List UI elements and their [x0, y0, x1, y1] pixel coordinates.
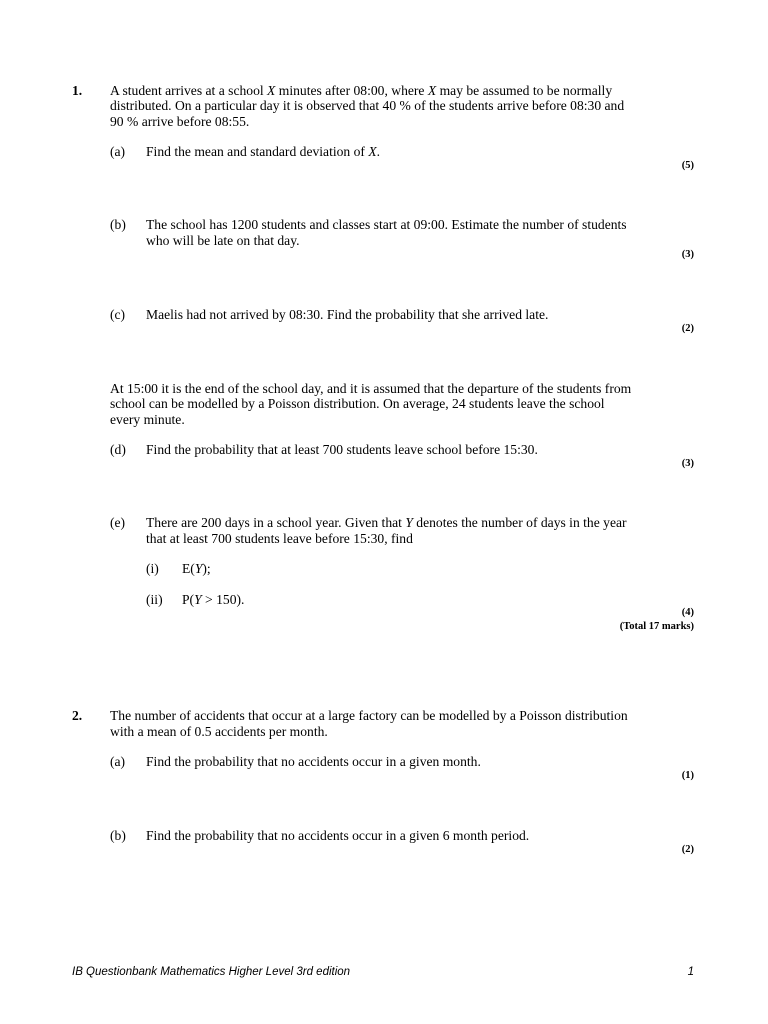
q1a-label: (a) — [110, 144, 126, 159]
q1-total-marks: (Total 17 marks) — [619, 621, 694, 632]
question-2-number: 2. — [72, 708, 83, 723]
q1e-ii-text: P(Y > 150). — [182, 592, 245, 607]
q1-para2-line-2: school can be modelled by a Poisson distribution. On average, 24 students leave the school — [110, 396, 605, 411]
q1d-label: (d) — [110, 442, 126, 457]
q1e-label: (e) — [110, 515, 126, 530]
q1e-ii-label: (ii) — [146, 592, 163, 607]
q1b-line-1: The school has 1200 students and classes start at 09:00. Estimate the number of students — [146, 217, 627, 232]
q1c-marks: (2) — [681, 323, 694, 334]
q1d-text: Find the probability that at least 700 students leave school before 15:30. — [146, 442, 538, 457]
q2b-label: (b) — [110, 828, 126, 843]
q1a-text: Find the mean and standard deviation of X. — [146, 144, 381, 159]
q1b-label: (b) — [110, 217, 126, 232]
q1e-marks: (4) — [681, 607, 694, 618]
q1e-i-label: (i) — [146, 561, 159, 576]
question-1-number: 1. — [72, 83, 83, 98]
q1-para2-line-3: every minute. — [110, 412, 185, 427]
q2-intro-line-1: The number of accidents that occur at a large factory can be modelled by a Poisson distribution — [110, 708, 628, 723]
q2a-label: (a) — [110, 754, 126, 769]
q1-intro-line-1: A student arrives at a school X minutes after 08:00, where X may be assumed to be normally — [110, 83, 613, 98]
q1b-marks: (3) — [681, 249, 694, 260]
q1a-marks: (5) — [681, 160, 694, 171]
q2a-marks: (1) — [681, 770, 694, 781]
footer-source: IB Questionbank Mathematics Higher Level 3rd edition — [72, 966, 351, 978]
q1-para2-line-1: At 15:00 it is the end of the school day, and it is assumed that the departure of the students from — [110, 381, 632, 396]
q2a-text: Find the probability that no accidents occur in a given month. — [146, 754, 481, 769]
q1b-line-2: who will be late on that day. — [146, 233, 300, 248]
q2b-text: Find the probability that no accidents occur in a given 6 month period. — [146, 828, 530, 843]
q1d-marks: (3) — [681, 458, 694, 469]
q1e-line-2: that at least 700 students leave before 15:30, find — [146, 531, 413, 546]
q1c-label: (c) — [110, 307, 126, 322]
q1-intro-line-3: 90 % arrive before 08:55. — [110, 114, 250, 129]
page-number: 1 — [687, 966, 694, 978]
q1-intro-line-2: distributed. On a particular day it is observed that 40 % of the students arrive before 08:30 and — [110, 98, 625, 113]
q1e-i-text: E(Y); — [182, 561, 211, 576]
q2b-marks: (2) — [681, 844, 694, 855]
q1e-line-1: There are 200 days in a school year. Given that Y denotes the number of days in the year — [146, 515, 627, 530]
q1c-text: Maelis had not arrived by 08:30. Find the probability that she arrived late. — [146, 307, 549, 322]
q2-intro-line-2: with a mean of 0.5 accidents per month. — [110, 724, 328, 739]
